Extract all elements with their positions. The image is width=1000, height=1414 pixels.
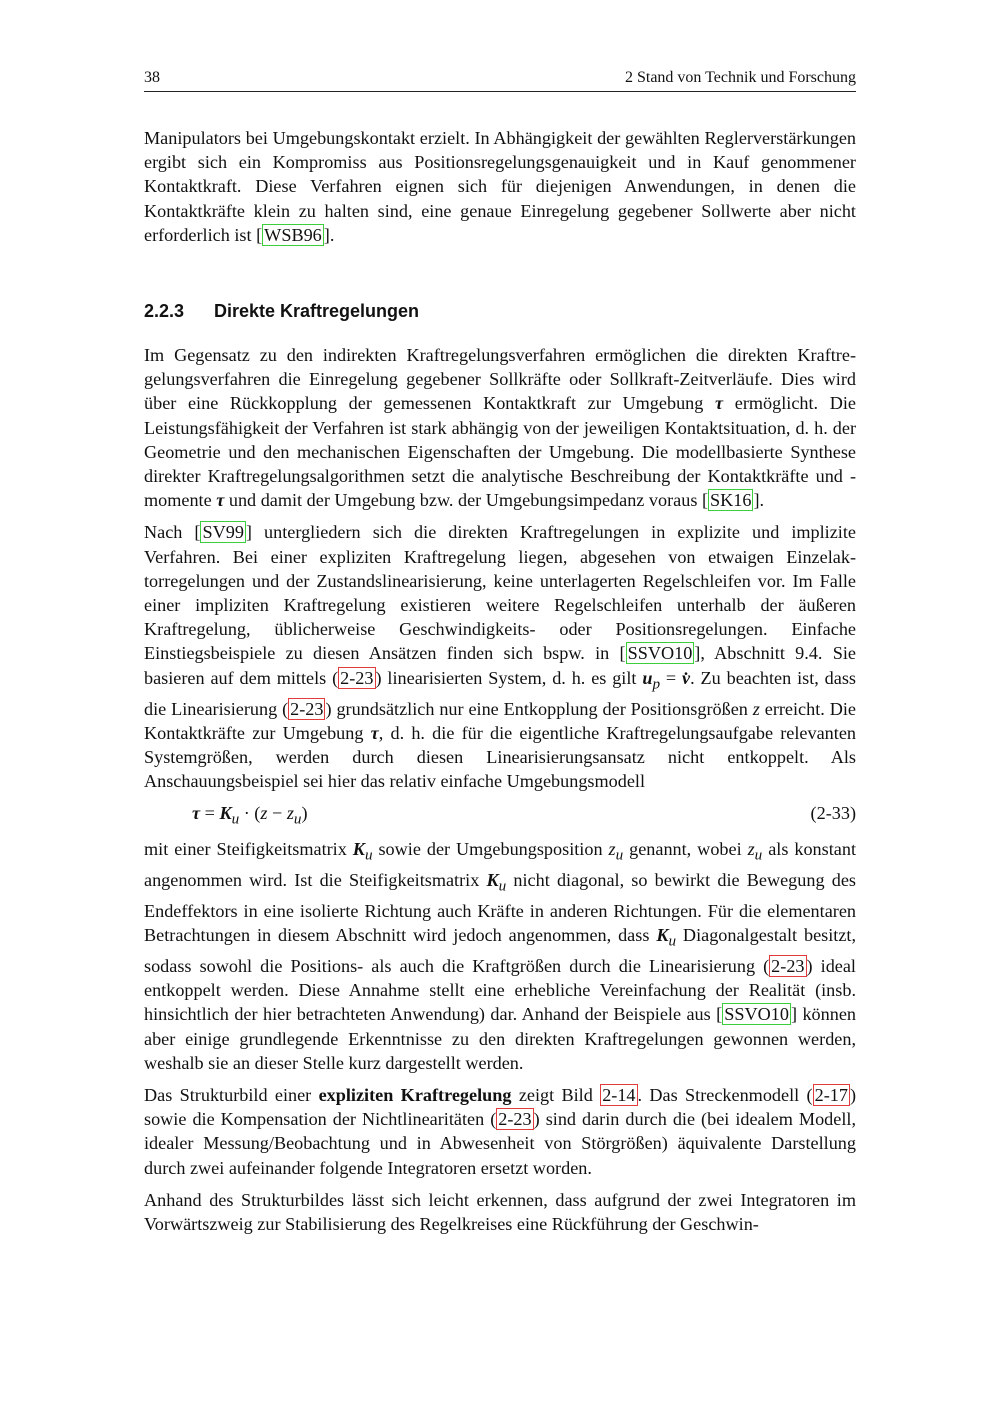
figure-ref-2-14[interactable]: 2-14	[602, 1085, 636, 1106]
citation-ssvo10[interactable]: SSVO10	[724, 1004, 789, 1025]
citation-sk16[interactable]: SK16	[710, 490, 752, 511]
paragraph-2: Im Gegensatz zu den indirekten Kraftregelungsverfahren ermöglichen die direkten Kraftregelungsverfahren die Einregelung gegebener Sollkräfte oder Sollkraft-Zeitverläufe. Dies wird über eine Rückkopplung der gemessenen Kontaktkraft zur Umgebung τ ermöglicht. Die Leistungsfähigkeit der Verfahren ist stark abhängig von der jeweiligen Kontaktsituation, d. h. der Geometrie und den mechanischen Eigenschaften der Umgebung. Die modellbasierte Synthese direkter Kraftregelungsalgorithmen setzt die analytische Beschreibung der Kontaktkräfte und -momente τ und damit der Umgebung bzw. der Umgebungsimpedanz voraus [ SK16 ].	[144, 345, 856, 511]
equation-2-33	[144, 801, 856, 828]
paragraph-1: Manipulators bei Umgebungskontakt erzielt. In Abhängigkeit der gewählten Reglerverstärkungen ergibt sich ein Kompromiss aus Positionsregelungsgenauigkeit und in Kauf genommener Kontaktkraft. Diese Verfahren eignen sich für diejenigen Anwendungen, in denen die Kontaktkräfte klein zu halten sind, eine genaue Einregelung gegebener Sollwerte aber nicht erforderlich ist [ WSB96 ].	[144, 128, 856, 245]
paragraph-3: Nach [ SV99 ] untergliedern sich die direkten Kraftregelungen in explizite und implizite Verfahren. Bei einer expliziten Kraftregelung liegen, abgesehen von etwaigen Einzelaktorregelungen und der Zustandslinearisierung, keine unterlagerten Regelschleifen vor. Im Falle einer impliziten Kraftregelung existieren weitere Regelschleifen unterhalb der äußeren Kraftregelung, üblicherweise Geschwindigkeits- oder Positionsregelungen. Einfache Einstiegsbeispiele zu diesen Ansätzen finden sich bspw. in [ SSVO10 ], Abschnitt 9.4. Sie basieren auf dem mittels ( 2-23 ) linearisierten System, d. h. es gilt $u_p$ = v̇. Zu beachten ist, dass die Linearisierung ( 2-23 ) grundsätzlich nur eine Entkopplung der Positionsgrößen z erreicht. Die Kontaktkräfte zur Umgebung τ, d. h. die für die eigentliche Kraftregelungsaufgabe relevanten Systemgrößen, werden durch diesen Linearisierungsansatz nicht entkoppelt. Als Anschauungsbeispiel sei hier das relativ einfache Umgebungsmodell	[144, 522, 857, 792]
equation-ref-2-23[interactable]: 2-23	[498, 1109, 532, 1130]
citation-wsb96[interactable]: WSB96	[264, 224, 322, 245]
running-header	[144, 64, 856, 92]
equation-number: (2-33)	[810, 803, 856, 824]
section-heading	[144, 299, 856, 323]
body-text	[144, 126, 856, 1244]
paragraph-4: mit einer Steifigkeitsmatrix $K_u$ sowie der Umgebungsposition $z_u$ genannt, wobei $z_u$ als konstant angenommen wird. Ist die Steifigkeitsmatrix $K_u$ nicht diagonal, so bewirkt die Bewegung des Endeffektors in eine isolierte Richtung auch Kräfte in anderen Richtungen. Für die elementaren Betrachtungen in diesem Abschnitt wird jedoch angenommen, dass $K_u$ Diagonalgestalt besitzt, sodass sowohl die Positions- als auch die Kraftgrößen durch die Linearisierung ( 2-23 ) ideal entkoppelt werden. Diese Annahme stellt eine erhebliche Vereinfachung der Realität (insb. hinsichtlich der hier betrachteten Anwendung) dar. Anhand der Beispiele aus [ SSVO10 ] können aber einige grundlegende Erkenntnisse zu den direkten Kraftregelungen gewonnen werden, weshalb sie an dieser Stelle kurz dargestellt werden.	[144, 839, 856, 1073]
page-number: 38	[144, 69, 160, 86]
paragraph-6: Anhand des Strukturbildes lässt sich leicht erkennen, dass aufgrund der zwei Integratoren im Vorwärtszweig zur Stabilisierung des Regelkreises eine Rückführung der Geschwin-	[144, 1189, 856, 1235]
equation-ref-2-23[interactable]: 2-23	[290, 698, 324, 719]
equation-formula: $\tau = K_u \cdot (z - z_u)$	[192, 803, 308, 828]
chapter-title: 2 Stand von Technik und Forschung	[624, 69, 856, 86]
citation-sv99[interactable]: SV99	[202, 522, 244, 543]
equation-ref-2-17[interactable]: 2-17	[814, 1085, 848, 1106]
section-title: Direkte Kraftregelungen	[214, 301, 420, 322]
paragraph-5: Das Strukturbild einer expliziten Kraftregelung zeigt Bild 2-14 . Das Streckenmodell ( 2-17 ) sowie die Kompensation der Nichtlinearitäten ( 2-23 ) sind darin durch die (bei idealem Modell, idealer Messung/Beobachtung und in Abwesenheit von Störgrößen) äquivalente Darstellung durch zwei aufeinander folgende Integratoren ersetzt worden.	[144, 1085, 856, 1178]
section-number: 2.2.3	[144, 301, 185, 322]
equation-ref-2-23[interactable]: 2-23	[771, 956, 805, 977]
citation-ssvo10[interactable]: SSVO10	[627, 643, 693, 664]
equation-ref-2-23[interactable]: 2-23	[340, 667, 374, 688]
